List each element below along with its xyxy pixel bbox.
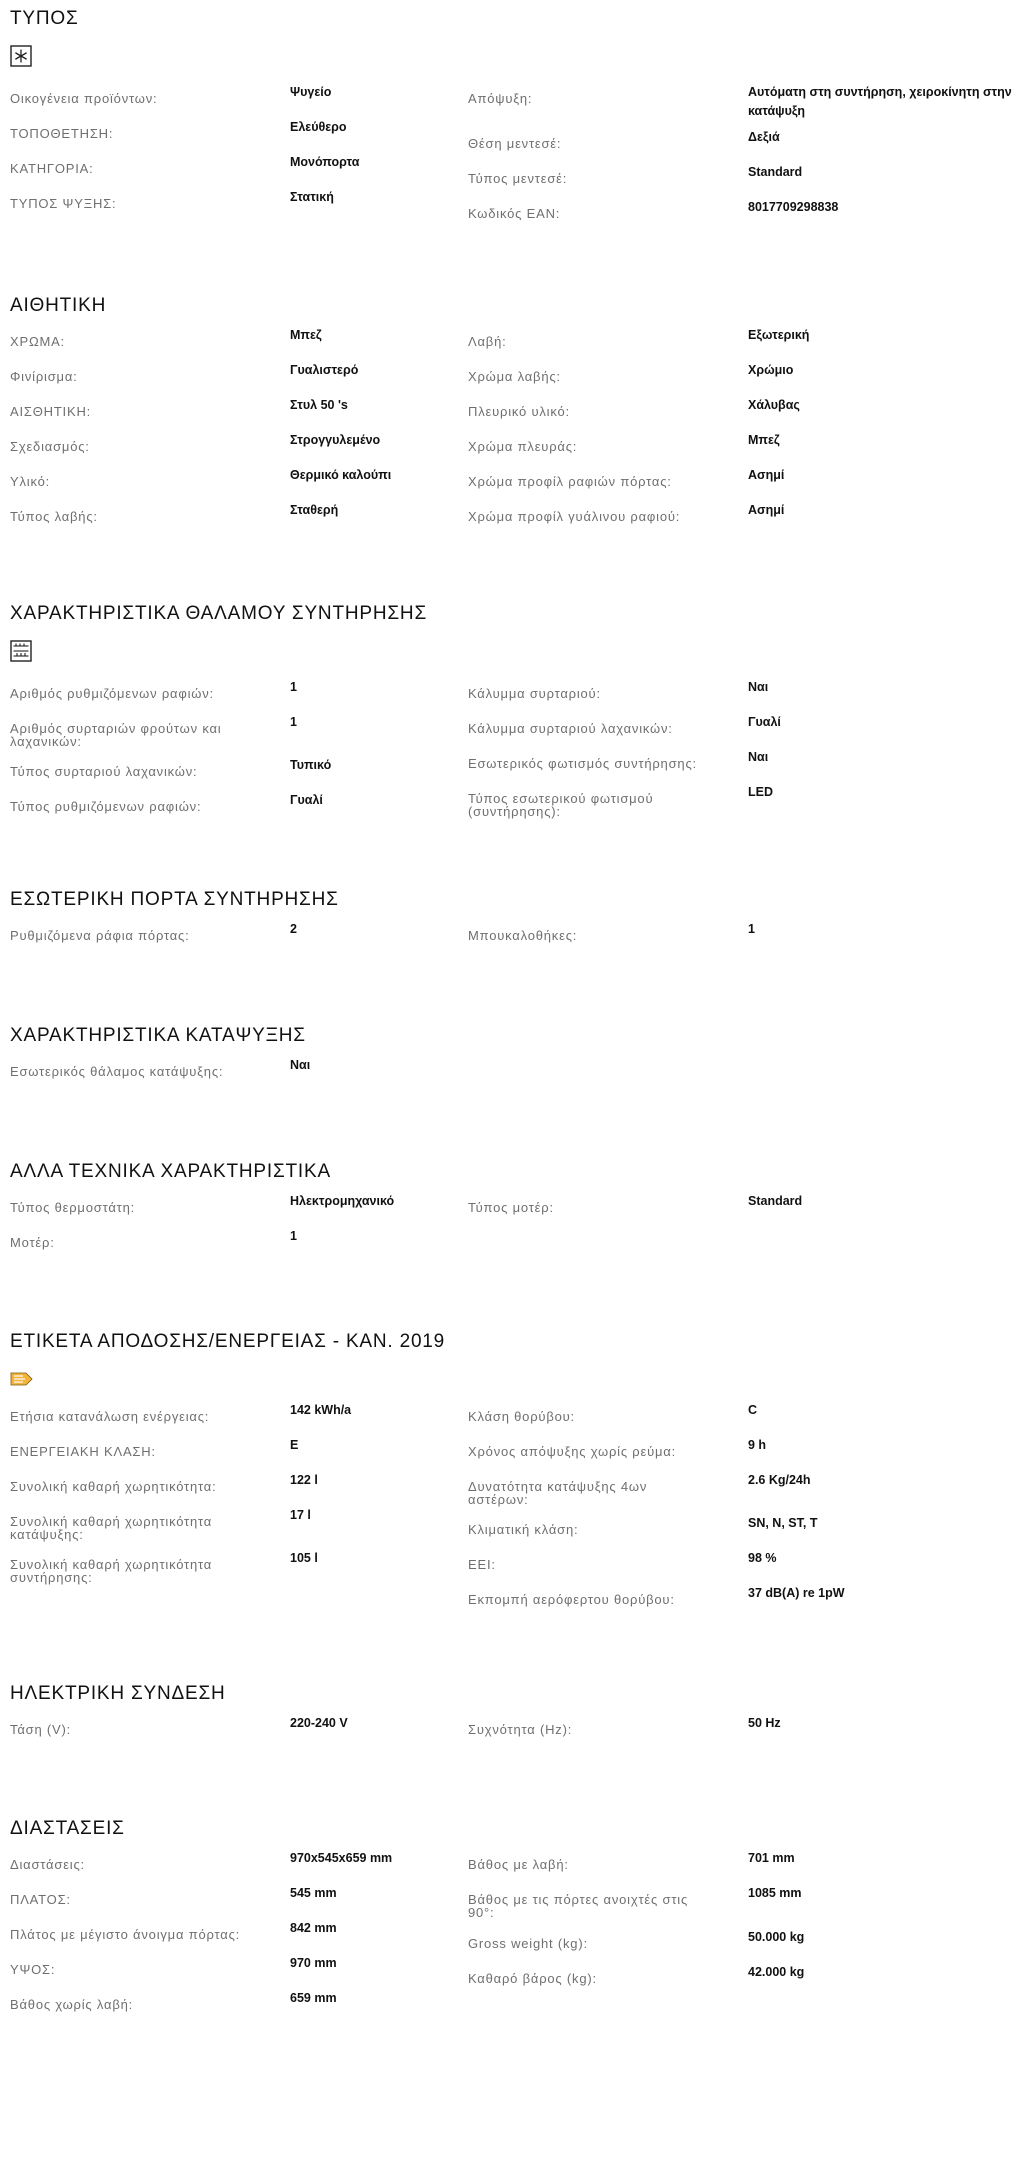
spec-row bbox=[10, 1888, 450, 1923]
spec-value: Χρώμιο bbox=[748, 363, 794, 377]
spec-column-right bbox=[468, 924, 1014, 959]
spec-row bbox=[10, 1231, 450, 1266]
spec-value: C bbox=[748, 1403, 758, 1417]
spec-value: 220-240 V bbox=[290, 1716, 348, 1730]
spec-value: 2 bbox=[290, 922, 297, 936]
section-title: ΕΣΩΤΕΡΙΚΗ ΠΟΡΤΑ ΣΥΝΤΗΡΗΣΗΣ bbox=[10, 889, 339, 910]
spec-value: 37 dB(A) re 1pW bbox=[748, 1586, 845, 1600]
spec-label: Κλάση θορύβου: bbox=[468, 1409, 575, 1424]
spec-row bbox=[10, 1853, 450, 1888]
spec-value: 9 h bbox=[748, 1438, 767, 1452]
spec-value: E bbox=[290, 1438, 299, 1452]
spec-value: Standard bbox=[748, 165, 803, 179]
spec-label: Βάθος χωρίς λαβή: bbox=[10, 1997, 134, 2012]
spec-label: Πλευρικό υλικό: bbox=[468, 404, 570, 419]
spec-label: Χρώμα λαβής: bbox=[468, 369, 561, 384]
spec-column-left bbox=[10, 1853, 450, 2028]
spec-row bbox=[10, 122, 450, 157]
spec-value: Χάλυβας bbox=[748, 398, 800, 412]
spec-column-left bbox=[10, 924, 450, 959]
spec-label: Τύπος θερμοστάτη: bbox=[10, 1200, 136, 1215]
spec-label: Θέση μεντεσέ: bbox=[468, 136, 562, 151]
spec-value: Ελεύθερο bbox=[290, 120, 347, 134]
spec-value: 50.000 kg bbox=[748, 1930, 805, 1944]
spec-label: Τύπος συρταριού λαχανικών: bbox=[10, 764, 198, 779]
spec-value: 701 mm bbox=[748, 1851, 795, 1865]
spec-value: Ασημί bbox=[748, 503, 785, 517]
spec-value: Standard bbox=[748, 1194, 803, 1208]
spec-label: Αριθμός ρυθμιζόμενων ραφιών: bbox=[10, 686, 214, 701]
spec-row bbox=[468, 1553, 1014, 1588]
spec-value: Ναι bbox=[748, 680, 769, 694]
spec-label: Τύπος λαβής: bbox=[10, 509, 98, 524]
spec-label: Χρώμα προφίλ ραφιών πόρτας: bbox=[468, 474, 672, 489]
spec-row bbox=[468, 1440, 1014, 1475]
spec-column-left bbox=[10, 87, 450, 227]
spec-value: Εξωτερική bbox=[748, 328, 810, 342]
section-title: ΗΛΕΚΤΡΙΚΗ ΣΥΝΔΕΣΗ bbox=[10, 1683, 226, 1704]
spec-row bbox=[10, 1993, 450, 2028]
spec-row bbox=[468, 717, 1014, 752]
spec-column-right bbox=[468, 1853, 1014, 2002]
spec-row bbox=[10, 1060, 450, 1095]
spec-label: Χρόνος απόψυξης χωρίς ρεύμα: bbox=[468, 1444, 677, 1459]
spec-row bbox=[468, 1853, 1014, 1888]
spec-label: Τύπος μοτέρ: bbox=[468, 1200, 554, 1215]
spec-label: Ρυθμιζόμενα ράφια πόρτας: bbox=[10, 928, 190, 943]
spec-row bbox=[468, 167, 1014, 202]
spec-row bbox=[468, 470, 1014, 505]
section-title: ΑΛΛΑ ΤΕΧΝΙΚΑ ΧΑΡΑΚΤΗΡΙΣΤΙΚΑ bbox=[10, 1161, 331, 1182]
spec-value: 970x545x659 mm bbox=[290, 1851, 393, 1865]
spec-label: ΚΑΤΗΓΟΡΙΑ: bbox=[10, 161, 94, 176]
spec-row bbox=[10, 682, 450, 717]
spec-label: Τύπος εσωτερικού φωτισμού (συντήρησης): bbox=[468, 791, 654, 819]
section-freezer bbox=[10, 1024, 1014, 1079]
spec-row bbox=[468, 1588, 1014, 1623]
spec-value: Αυτόματη στη συντήρηση, χειροκίνητη στην κατάψυξη bbox=[748, 85, 1012, 118]
spec-label: Εκπομπή αερόφερτου θορύβου: bbox=[468, 1592, 675, 1607]
spec-row bbox=[468, 1196, 1014, 1231]
spec-value: Ηλεκτρομηχανικό bbox=[290, 1194, 395, 1208]
spec-label: Τάση (V): bbox=[10, 1722, 72, 1737]
spec-column-right bbox=[468, 1405, 1014, 1623]
spec-value: Μονόπορτα bbox=[290, 155, 360, 169]
spec-label: Τύπος ρυθμιζόμενων ραφιών: bbox=[10, 799, 202, 814]
spec-label: Μοτέρ: bbox=[10, 1235, 55, 1250]
spec-value: Μπεζ bbox=[290, 328, 322, 342]
spec-row bbox=[468, 1518, 1014, 1553]
spec-value: Μπεζ bbox=[748, 433, 780, 447]
section-title: ΤΥΠΟΣ bbox=[10, 8, 79, 29]
spec-row bbox=[10, 1553, 450, 1596]
spec-value: SN, N, ST, T bbox=[748, 1516, 818, 1530]
spec-label: ΤΟΠΟΘΕΤΗΣΗ: bbox=[10, 126, 114, 141]
spec-column-left bbox=[10, 1196, 450, 1266]
spec-value: Γυαλιστερό bbox=[290, 363, 359, 377]
spec-row bbox=[10, 795, 450, 830]
spec-value: Ναι bbox=[748, 750, 769, 764]
fridge-shelves-icon bbox=[10, 640, 32, 662]
spec-label: ΑΙΣΘΗΤΙΚΗ: bbox=[10, 404, 92, 419]
spec-row bbox=[468, 132, 1014, 167]
spec-value: 842 mm bbox=[290, 1921, 337, 1935]
spec-value: 970 mm bbox=[290, 1956, 337, 1970]
spec-column-right bbox=[468, 330, 1014, 540]
spec-value: Στυλ 50 's bbox=[290, 398, 348, 412]
spec-row bbox=[468, 1888, 1014, 1932]
spec-row bbox=[468, 924, 1014, 959]
section-title: ΧΑΡΑΚΤΗΡΙΣΤΙΚΑ ΘΑΛΑΜΟΥ ΣΥΝΤΗΡΗΣΗΣ bbox=[10, 603, 427, 624]
spec-row bbox=[10, 192, 450, 227]
spec-row bbox=[468, 1967, 1014, 2002]
spec-value: 17 l bbox=[290, 1508, 311, 1522]
spec-row bbox=[468, 1475, 1014, 1518]
spec-row bbox=[10, 1958, 450, 1993]
spec-column-left bbox=[10, 1060, 450, 1095]
spec-value: Τυπικό bbox=[290, 758, 332, 772]
spec-row bbox=[10, 470, 450, 505]
spec-value: LED bbox=[748, 785, 773, 799]
spec-label: Αριθμός συρταριών φρούτων και λαχανικών: bbox=[10, 721, 222, 749]
section-title: ΧΑΡΑΚΤΗΡΙΣΤΙΚΑ ΚΑΤΑΨΥΞΗΣ bbox=[10, 1025, 306, 1046]
section-type bbox=[10, 7, 1014, 221]
section-title: ΕΤΙΚΕΤΑ ΑΠΟΔΟΣΗΣ/ΕΝΕΡΓΕΙΑΣ - ΚΑΝ. 2019 bbox=[10, 1331, 446, 1352]
spec-row bbox=[468, 87, 1014, 132]
spec-label: Κλιματική κλάση: bbox=[468, 1522, 579, 1537]
spec-label: Βάθος με λαβή: bbox=[468, 1857, 569, 1872]
spec-value: 105 l bbox=[290, 1551, 318, 1565]
spec-row bbox=[468, 202, 1014, 237]
spec-row bbox=[10, 505, 450, 540]
spec-label: ΤΥΠΟΣ ΨΥΞΗΣ: bbox=[10, 196, 117, 211]
spec-value: 1 bbox=[290, 680, 297, 694]
spec-row bbox=[10, 924, 450, 959]
spec-value: 1085 mm bbox=[748, 1886, 802, 1900]
spec-value: 122 l bbox=[290, 1473, 318, 1487]
spec-row bbox=[10, 1510, 450, 1553]
spec-label: Συχνότητα (Hz): bbox=[468, 1722, 573, 1737]
section-energy-label bbox=[10, 1330, 1014, 1607]
spec-label: Χρώμα πλευράς: bbox=[468, 439, 578, 454]
spec-label: Δυνατότητα κατάψυξης 4ων αστέρων: bbox=[468, 1479, 648, 1507]
spec-value: 659 mm bbox=[290, 1991, 337, 2005]
spec-row bbox=[10, 760, 450, 795]
spec-row bbox=[10, 157, 450, 192]
spec-row bbox=[468, 365, 1014, 400]
spec-row bbox=[10, 1475, 450, 1510]
spec-label: Εσωτερικός θάλαμος κατάψυξης: bbox=[10, 1064, 224, 1079]
spec-value: Ψυγείο bbox=[290, 85, 332, 99]
spec-label: Διαστάσεις: bbox=[10, 1857, 85, 1872]
section-electrical bbox=[10, 1682, 1014, 1737]
spec-value: 1 bbox=[290, 1229, 297, 1243]
spec-column-left bbox=[10, 1405, 450, 1596]
section-fridge-compartment bbox=[10, 602, 1014, 819]
spec-label: Σχεδιασμός: bbox=[10, 439, 90, 454]
spec-row bbox=[10, 330, 450, 365]
spec-value: Γυαλί bbox=[748, 715, 781, 729]
spec-label: Μπουκαλοθήκες: bbox=[468, 928, 578, 943]
spec-label: Κάλυμμα συρταριού: bbox=[468, 686, 601, 701]
spec-label: Λαβή: bbox=[468, 334, 507, 349]
spec-value: 50 Hz bbox=[748, 1716, 781, 1730]
spec-label: ΧΡΩΜΑ: bbox=[10, 334, 65, 349]
section-title: ΑΙΘΗΤΙΚΗ bbox=[10, 295, 107, 316]
spec-value: 545 mm bbox=[290, 1886, 337, 1900]
spec-row bbox=[10, 435, 450, 470]
spec-row bbox=[468, 400, 1014, 435]
spec-row bbox=[10, 400, 450, 435]
spec-column-right bbox=[468, 1196, 1014, 1231]
spec-row bbox=[468, 787, 1014, 830]
section-fridge-door bbox=[10, 888, 1014, 943]
spec-row bbox=[10, 1923, 450, 1958]
spec-label: Gross weight (kg): bbox=[468, 1936, 588, 1951]
spec-label: Χρώμα προφίλ γυάλινου ραφιού: bbox=[468, 509, 681, 524]
spec-value: 8017709298838 bbox=[748, 200, 839, 214]
spec-row bbox=[10, 87, 450, 122]
spec-label: Κάλυμμα συρταριού λαχανικών: bbox=[468, 721, 673, 736]
spec-label: Συνολική καθαρή χωρητικότητα: bbox=[10, 1479, 217, 1494]
spec-value: 1 bbox=[748, 922, 755, 936]
spec-row bbox=[10, 1196, 450, 1231]
section-dimensions bbox=[10, 1817, 1014, 2012]
spec-value: Στατική bbox=[290, 190, 334, 204]
spec-label: ΕΝΕΡΓΕΙΑΚΗ ΚΛΑΣΗ: bbox=[10, 1444, 156, 1459]
snowflake-icon bbox=[10, 45, 32, 67]
spec-row bbox=[468, 435, 1014, 470]
spec-row bbox=[468, 1932, 1014, 1967]
spec-row bbox=[468, 330, 1014, 365]
spec-column-left bbox=[10, 682, 450, 830]
spec-label: Βάθος με τις πόρτες ανοιχτές στις 90°: bbox=[468, 1892, 689, 1920]
spec-column-right bbox=[468, 1718, 1014, 1753]
spec-row bbox=[10, 365, 450, 400]
section-aesthetics bbox=[10, 294, 1014, 524]
spec-value: 2.6 Kg/24h bbox=[748, 1473, 811, 1487]
spec-column-left bbox=[10, 330, 450, 540]
spec-row bbox=[468, 1405, 1014, 1440]
spec-label: EEI: bbox=[468, 1557, 496, 1572]
spec-row bbox=[10, 1440, 450, 1475]
spec-column-right bbox=[468, 87, 1014, 237]
spec-value: 1 bbox=[290, 715, 297, 729]
spec-row bbox=[468, 1718, 1014, 1753]
spec-label: Πλάτος με μέγιστο άνοιγμα πόρτας: bbox=[10, 1927, 241, 1942]
spec-value: Δεξιά bbox=[748, 130, 780, 144]
spec-value: Ασημί bbox=[748, 468, 785, 482]
spec-column-right bbox=[468, 682, 1014, 830]
spec-label: ΥΨΟΣ: bbox=[10, 1962, 56, 1977]
section-other-technical bbox=[10, 1160, 1014, 1250]
spec-row bbox=[10, 1405, 450, 1440]
spec-row bbox=[10, 1718, 450, 1753]
spec-label: Απόψυξη: bbox=[468, 91, 533, 106]
energy-label-icon bbox=[10, 1371, 34, 1387]
spec-label: Κωδικός EAN: bbox=[468, 206, 561, 221]
spec-label: Συνολική καθαρή χωρητικότητα κατάψυξης: bbox=[10, 1514, 213, 1542]
spec-value: Σταθερή bbox=[290, 503, 339, 517]
spec-row bbox=[468, 682, 1014, 717]
spec-value: Στρογγυλεμένο bbox=[290, 433, 381, 447]
spec-row bbox=[10, 717, 450, 760]
spec-label: Φινίρισμα: bbox=[10, 369, 78, 384]
spec-label: Τύπος μεντεσέ: bbox=[468, 171, 568, 186]
spec-row bbox=[468, 752, 1014, 787]
spec-column-left bbox=[10, 1718, 450, 1753]
spec-label: Καθαρό βάρος (kg): bbox=[468, 1971, 597, 1986]
spec-label: Υλικό: bbox=[10, 474, 51, 489]
spec-label: Οικογένεια προϊόντων: bbox=[10, 91, 158, 106]
spec-row bbox=[468, 505, 1014, 540]
spec-value: Ναι bbox=[290, 1058, 311, 1072]
spec-value: 142 kWh/a bbox=[290, 1403, 352, 1417]
spec-value: 98 % bbox=[748, 1551, 777, 1565]
section-title: ΔΙΑΣΤΑΣΕΙΣ bbox=[10, 1818, 125, 1839]
spec-label: Συνολική καθαρή χωρητικότητα συντήρησης: bbox=[10, 1557, 213, 1585]
spec-label: Εσωτερικός φωτισμός συντήρησης: bbox=[468, 756, 697, 771]
spec-value: 42.000 kg bbox=[748, 1965, 805, 1979]
spec-value: Θερμικό καλούπι bbox=[290, 468, 392, 482]
spec-value: Γυαλί bbox=[290, 793, 323, 807]
spec-label: ΠΛΑΤΟΣ: bbox=[10, 1892, 71, 1907]
spec-label: Ετήσια κατανάλωση ενέργειας: bbox=[10, 1409, 210, 1424]
